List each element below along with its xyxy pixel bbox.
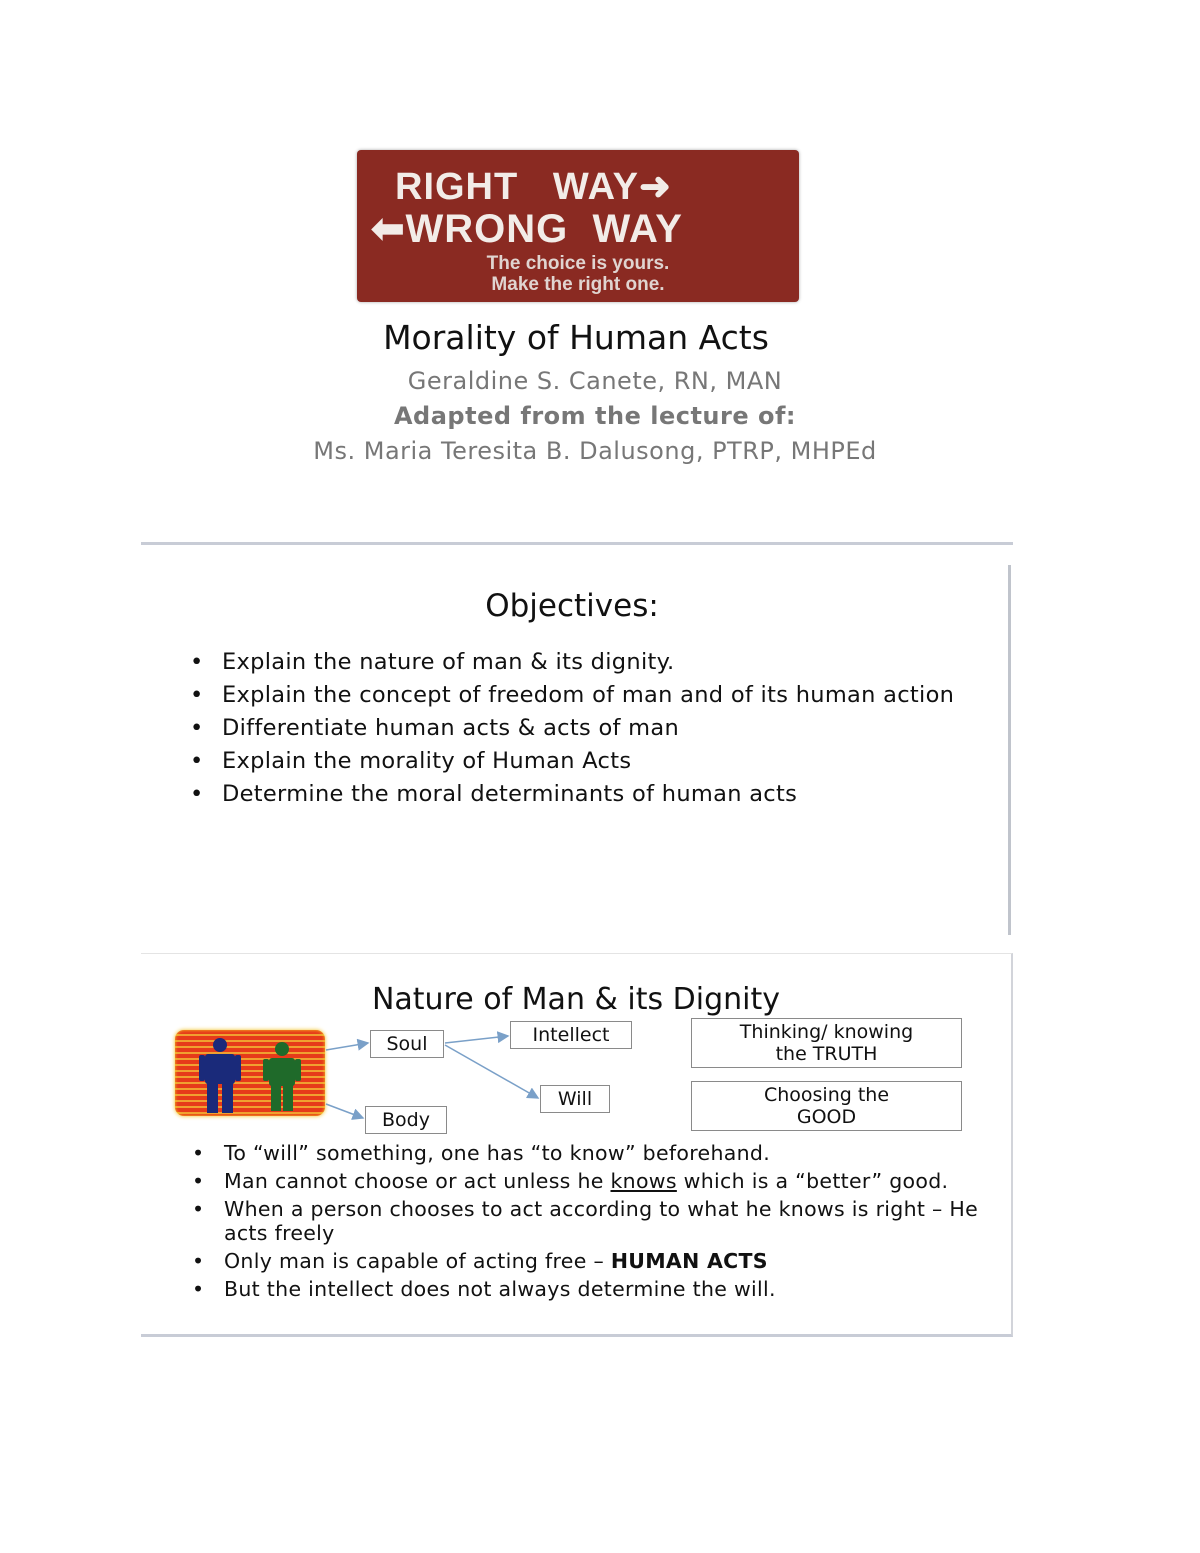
- sign-choice-text: The choice is yours.: [486, 253, 670, 274]
- good-line-2: GOOD: [796, 1106, 857, 1128]
- list-item: • Differentiate human acts & acts of man: [188, 714, 958, 742]
- bullet-text: Man cannot choose or act unless he: [224, 1169, 611, 1193]
- list-item: • Determine the moral determinants of human acts: [188, 780, 958, 808]
- thinking-line-2: the TRUTH: [775, 1043, 878, 1065]
- intellect-box: Intellect: [510, 1021, 632, 1049]
- list-item: [190, 1249, 980, 1273]
- lecturer-name: Ms. Maria Teresita B. Dalusong, PTRP, MHPEd: [313, 437, 877, 465]
- list-item: • Explain the morality of Human Acts: [188, 747, 958, 775]
- sign-right-one-text: Make the right one.: [491, 274, 665, 295]
- list-item: • Explain the concept of freedom of man and of its human action: [188, 681, 958, 709]
- thinking-line-1: Thinking/ knowing: [739, 1021, 914, 1043]
- list-item: • But the intellect does not always determine the will.: [190, 1277, 980, 1301]
- list-item: [190, 1169, 980, 1193]
- choosing-good-box: [691, 1081, 962, 1131]
- body-box: Body: [365, 1106, 447, 1134]
- nature-bullets: [190, 1141, 980, 1305]
- soul-box: Soul: [370, 1030, 444, 1058]
- author-name: Geraldine S. Canete, RN, MAN: [407, 367, 783, 395]
- thinking-truth-box: [691, 1018, 962, 1068]
- sign-line-wrong-way: ⬅WRONG WAY: [371, 207, 683, 251]
- sign-line-right-way: RIGHT WAY➜: [395, 166, 672, 208]
- bullet-text: Only man is capable of acting free –: [224, 1249, 611, 1273]
- adapted-from-label: Adapted from the lecture of:: [393, 402, 797, 430]
- bold-human-acts: HUMAN ACTS: [610, 1249, 768, 1273]
- will-box: Will: [540, 1085, 610, 1113]
- bullet-text: which is a “better” good.: [676, 1169, 949, 1193]
- nature-of-man-title: Nature of Man & its Dignity: [371, 982, 781, 1017]
- good-line-1: Choosing the: [763, 1084, 890, 1106]
- list-item: • To “will” something, one has “to know” beforehand.: [190, 1141, 980, 1165]
- underlined-knows: knows: [610, 1169, 677, 1193]
- slide1-title: Morality of Human Acts: [383, 318, 769, 357]
- list-item: • When a person chooses to act according to what he knows is right – He acts freely: [190, 1197, 980, 1245]
- objectives-title: Objectives:: [485, 588, 659, 624]
- list-item: • Explain the nature of man & its dignity.: [188, 648, 958, 676]
